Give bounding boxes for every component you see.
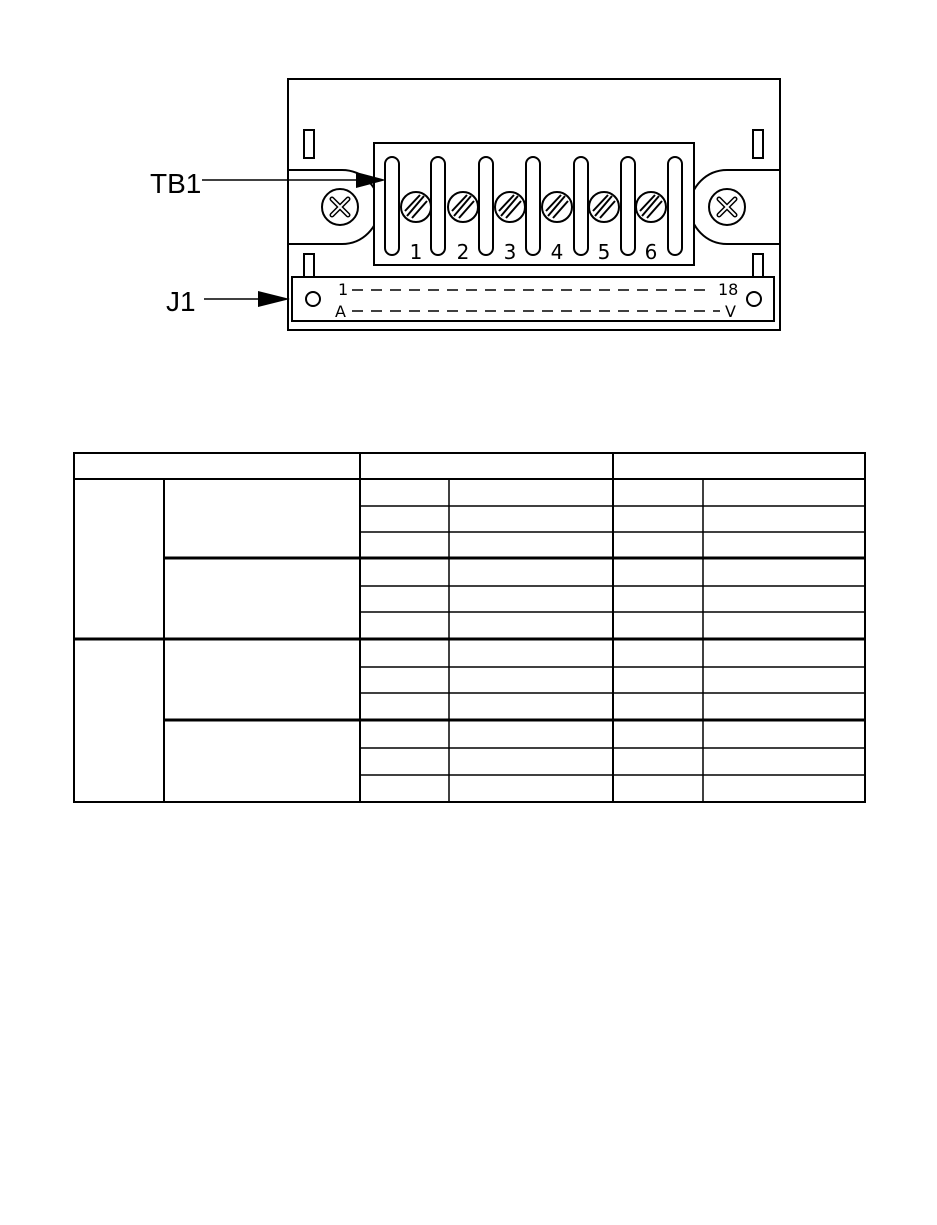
terminal-number-4: 4 [550,240,564,264]
terminal-number-6: 6 [644,240,658,264]
mounting-ear-right [690,170,780,244]
terminal-number-1: 1 [409,240,423,264]
latch-slot-top-left [304,130,314,158]
connector-j1-label-v: V [725,302,736,321]
connector-j1-label-1: 1 [338,280,349,299]
wiring-table [74,453,865,802]
terminal-number-3: 3 [503,240,517,264]
latch-slot-top-right [753,130,763,158]
connector-j1 [292,277,774,321]
callout-j1: J1 [166,286,196,317]
terminal-number-2: 2 [456,240,470,264]
connector-j1-label-a: A [335,302,346,321]
mounting-screw-left [322,189,358,225]
connector-j1-label-18: 18 [718,280,739,299]
callout-j1-arrow [258,291,290,307]
mounting-screw-right [709,189,745,225]
callout-tb1: TB1 [150,168,202,199]
terminal-number-5: 5 [597,240,611,264]
